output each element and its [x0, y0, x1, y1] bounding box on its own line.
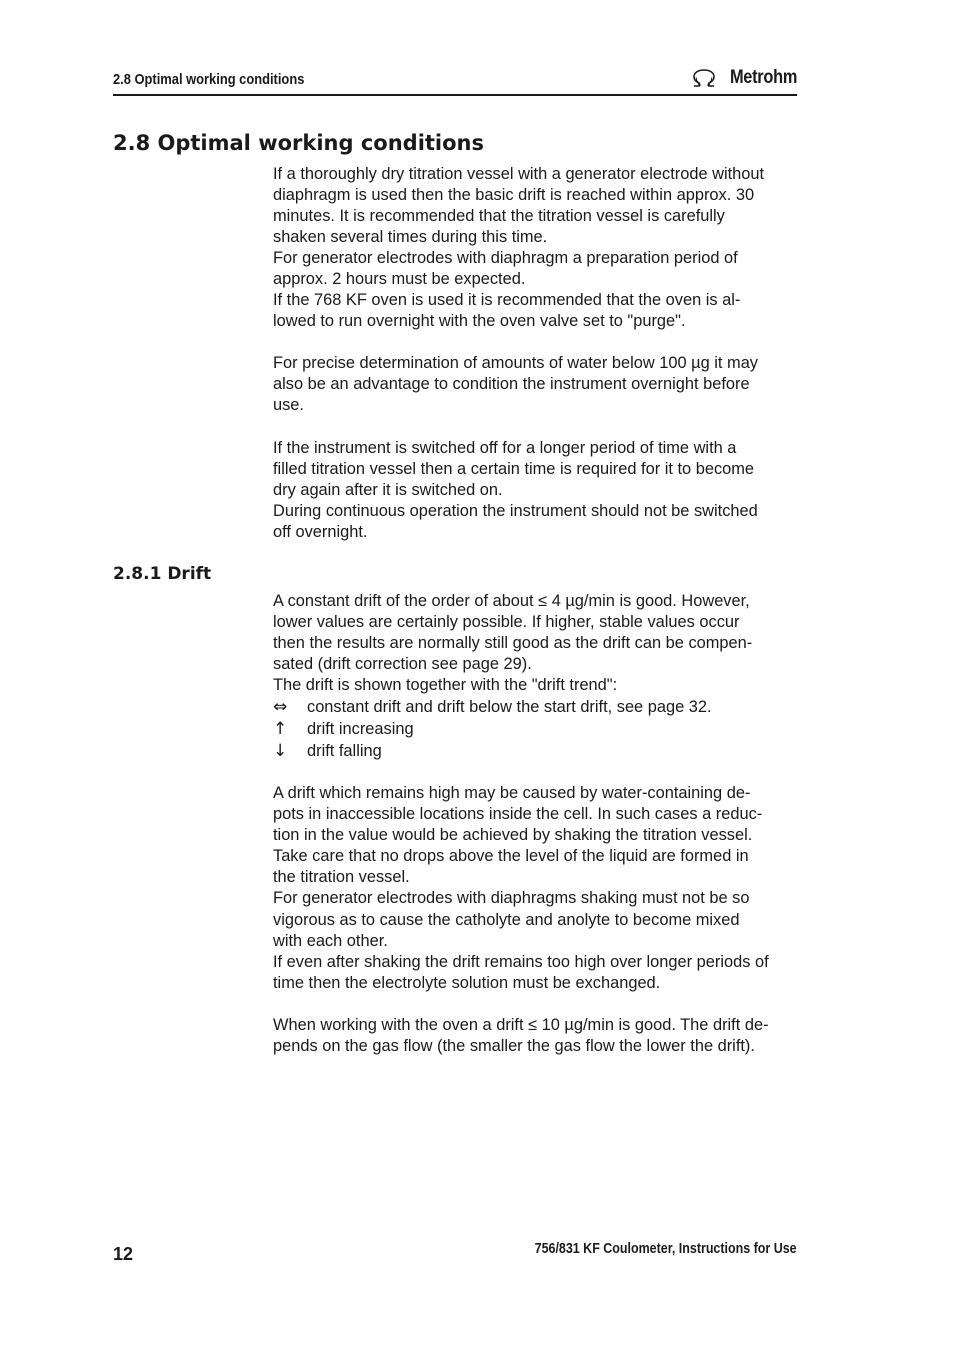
blank-line: [273, 762, 795, 783]
section-heading: 2.8 Optimal working conditions: [113, 131, 485, 155]
section-body: [273, 164, 795, 543]
page-header: [113, 66, 797, 96]
paragraph-line: tion in the value would be achieved by shaking the titration vessel.: [273, 826, 753, 845]
paragraph-line: If the 768 KF oven is used it is recommended that the oven is al-: [273, 291, 741, 310]
down-arrow-icon: ↓: [273, 741, 288, 762]
paragraph-line: A drift which remains high may be caused by water-containing de-: [273, 784, 751, 803]
blank-line: [273, 332, 795, 353]
paragraph-line: A constant drift of the order of about ≤ 4 µg/min is good. However,: [273, 592, 750, 610]
paragraph-line: use.: [273, 396, 304, 415]
paragraph-line: shaken several times during this time.: [273, 228, 548, 247]
paragraph-line: dry again after it is switched on.: [273, 480, 503, 499]
blank-line: [273, 994, 795, 1015]
paragraph-line: vigorous as to cause the catholyte and anolyte to become mixed: [273, 910, 740, 929]
brand-name: Metrohm: [729, 67, 797, 88]
paragraph-line: the titration vessel.: [273, 868, 410, 887]
paragraph-line: If the instrument is switched off for a longer period of time with a: [273, 438, 737, 457]
page-number: 12: [113, 1244, 134, 1264]
paragraph-line: For generator electrodes with diaphragms shaking must not be so: [273, 889, 750, 908]
paragraph-line: Take care that no drops above the level of the liquid are formed in: [273, 847, 749, 866]
drift-trend-item: [273, 740, 795, 762]
paragraph-line: The drift is shown together with the "drift trend":: [273, 676, 618, 695]
paragraph-line: lowed to run overnight with the oven valve set to "purge".: [273, 312, 686, 331]
running-header-title: 2.8 Optimal working conditions: [113, 71, 305, 88]
subsection-heading: 2.8.1 Drift: [113, 564, 212, 584]
drift-trend-text: drift increasing: [307, 720, 414, 739]
subsection-body: [273, 591, 795, 1057]
paragraph-line: then the results are normally still good as the drift can be compen-: [273, 634, 753, 653]
drift-trend-item: [273, 696, 795, 718]
blank-line: [273, 417, 795, 438]
paragraph-line: pends on the gas flow (the smaller the gas flow the lower the drift).: [273, 1036, 755, 1055]
drift-trend-text: drift falling: [307, 742, 382, 761]
paragraph-line: When working with the oven a drift ≤ 10 µg/min is good. The drift de-: [273, 1015, 769, 1034]
paragraph-line: also be an advantage to condition the instrument overnight before: [273, 375, 750, 394]
paragraph-line: approx. 2 hours must be expected.: [273, 270, 526, 289]
drift-trend-text: constant drift and drift below the start drift, see page 32.: [307, 698, 712, 717]
paragraph-line: If even after shaking the drift remains too high over longer periods of: [273, 952, 769, 971]
paragraph-line: If a thoroughly dry titration vessel with a generator electrode without: [273, 165, 765, 183]
paragraph-line: pots in inaccessible locations inside the cell. In such cases a reduc-: [273, 805, 763, 824]
paragraph-line: For generator electrodes with diaphragm a preparation period of: [273, 249, 738, 268]
paragraph-line: lower values are certainly possible. If higher, stable values occur: [273, 613, 740, 632]
paragraph-line: During continuous operation the instrument should not be switched: [273, 501, 758, 520]
omega-logo-icon: [691, 68, 717, 88]
paragraph-line: time then the electrolyte solution must be exchanged.: [273, 973, 661, 992]
paragraph-line: filled titration vessel then a certain time is required for it to become: [273, 459, 755, 478]
drift-trend-list: [273, 696, 795, 762]
paragraph-line: sated (drift correction see page 29).: [273, 655, 532, 674]
brand-logo: [691, 66, 797, 90]
paragraph-line: For precise determination of amounts of water below 100 µg it may: [273, 354, 759, 373]
left-right-arrow-icon: ⇔: [273, 697, 288, 718]
paragraph-line: with each other.: [273, 931, 388, 950]
paragraph-line: minutes. It is recommended that the titration vessel is carefully: [273, 207, 725, 226]
up-arrow-icon: ↑: [273, 719, 288, 740]
paragraph-line: diaphragm is used then the basic drift is reached within approx. 30: [273, 186, 755, 205]
drift-trend-item: [273, 718, 795, 740]
paragraph-line: off overnight.: [273, 522, 368, 541]
footer-document-title: 756/831 KF Coulometer, Instructions for Use: [535, 1241, 797, 1257]
